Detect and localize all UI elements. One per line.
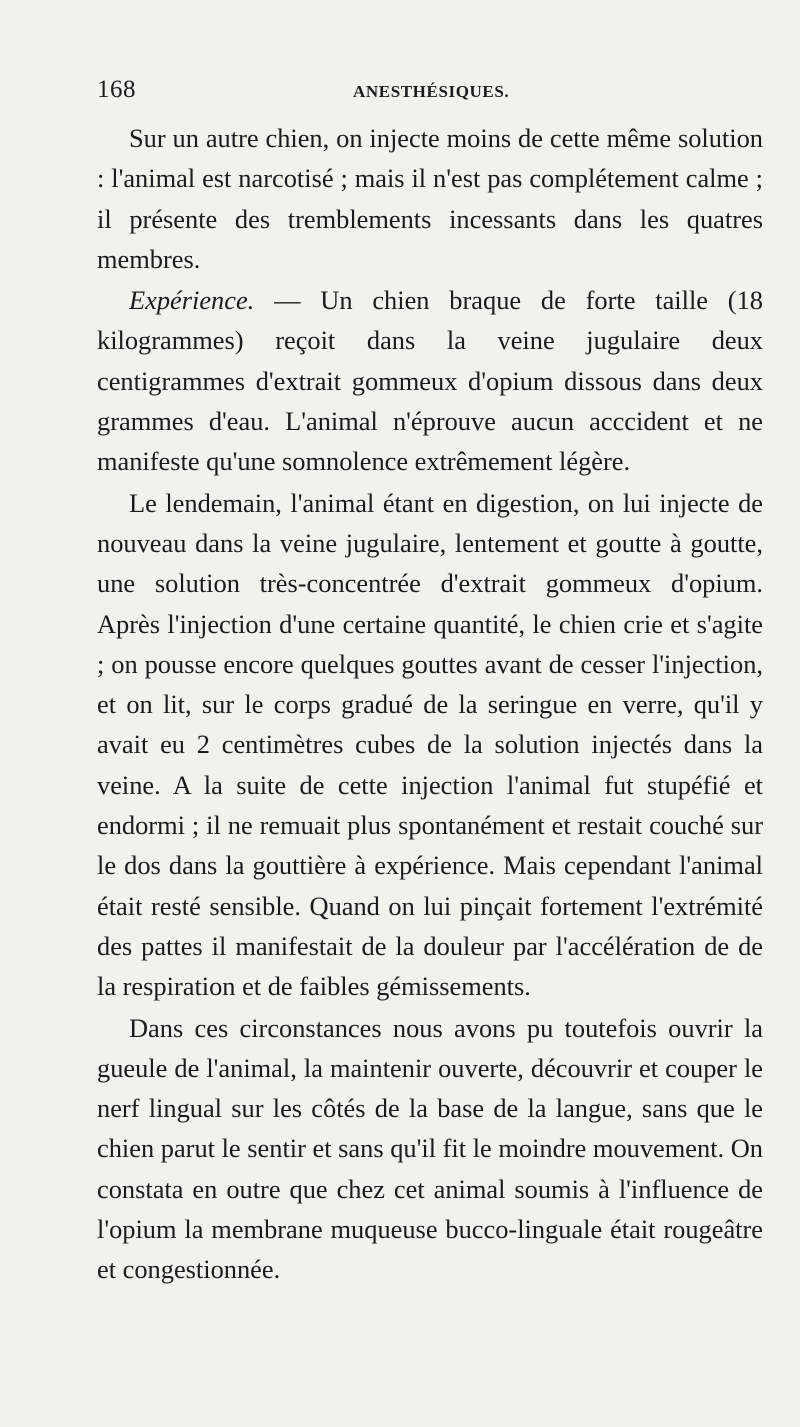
paragraph-3-text: Le lendemain, l'animal étant en digestion, on lui injecte de nouveau dans la veine jugulaire, lentement et goutte à goutte, une solution très-concentrée d'extrait gommeux d'opium. Après l'injection d'une certaine quantité, le chien crie et s'agite ; on pousse encore quelques gouttes avant de cesser l'injection, et on lit, sur le corps gradué de la seringue en verre, qu'il y avait eu 2 centimètres cubes de la solution injectés dans la veine. A la suite de cette injection l'animal fut stupéfié et endormi ; il ne remuait plus spontanément et restait couché sur le dos dans la gouttière à expérience. Mais cependant l'animal était resté sensible. Quand on lui pinçait fortement l'extrémité des pattes il manifestait de la douleur par l'accélération de de la respiration et de faibles gémissements. (97, 487, 763, 1002)
paragraph-4-text: Dans ces circonstances nous avons pu toutefois ouvrir la gueule de l'animal, la maintenir ouverte, découvrir et couper le nerf lingual sur les côtés de la base de la langue, sans que le chien parut le sentir et sans qu'il fit le moindre mouvement. On constata en outre que chez cet animal soumis à l'influence de l'opium la membrane muqueuse bucco-linguale était rougeâtre et congestionnée. (97, 1012, 763, 1285)
paragraph-4 (97, 1008, 763, 1290)
paragraph-1-text: Sur un autre chien, on injecte moins de cette même solution : l'animal est narcotisé ; mais il n'est pas complétement calme ; il présente des tremblements incessants dans les quatres membres. (97, 123, 763, 274)
page-header (97, 76, 760, 106)
paragraph-2 (97, 280, 763, 481)
paragraph-1 (97, 118, 763, 279)
experiment-heading: Expérience. (129, 285, 255, 316)
paragraph-3 (97, 483, 763, 1007)
running-head: ANESTHÉSIQUES. (353, 82, 510, 101)
paragraph-2-text: — Un chien braque de forte taille (18 kilogrammes) reçoit dans la veine jugulaire deux centigrammes d'extrait gommeux d'opium dissous dans deux grammes d'eau. L'animal n'éprouve aucun acccident et ne manifeste qu'une somnolence extrêmement légère. (97, 285, 763, 477)
page-number: 168 (97, 76, 136, 103)
body-text (97, 118, 763, 1291)
